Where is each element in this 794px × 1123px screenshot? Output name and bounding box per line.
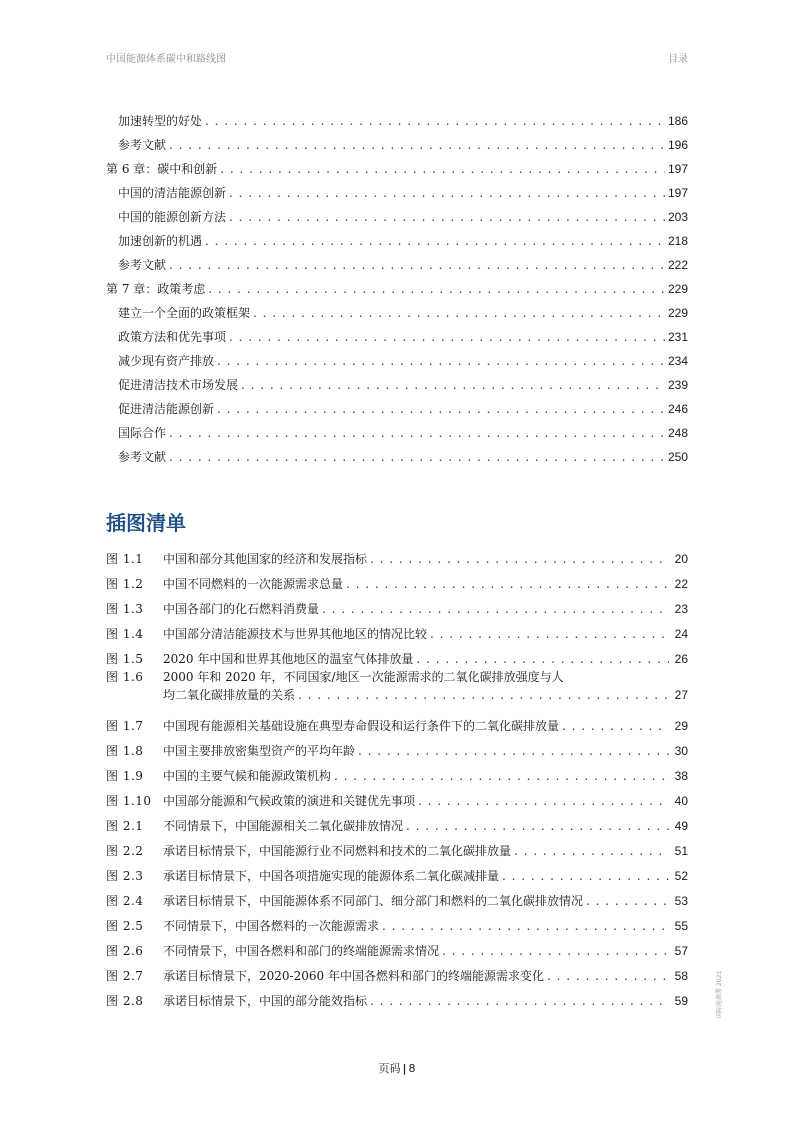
dot-leader — [217, 354, 665, 368]
toc-entry-page: 203 — [667, 210, 688, 224]
toc-entry[interactable] — [106, 104, 688, 128]
section-label: 目录 — [668, 54, 688, 65]
figure-page: 22 — [674, 577, 688, 591]
dot-leader — [562, 719, 669, 733]
figure-number: 图 2.1 — [106, 819, 144, 833]
toc-entry-page: 197 — [667, 186, 688, 200]
figure-page: 40 — [674, 794, 688, 808]
figure-label: 中国和部分其他国家的经济和发展指标 — [163, 552, 368, 566]
figure-label: 中国各部门的化石燃料消费量 — [163, 602, 320, 616]
figure-entry[interactable] — [106, 666, 688, 708]
toc-entry-page: 197 — [667, 162, 688, 176]
dot-leader — [406, 819, 669, 833]
figure-number: 图 1.7 — [106, 719, 144, 733]
publisher-mark: 国际能源署 2021 — [716, 970, 723, 1018]
separator: | — [402, 1062, 407, 1075]
dot-leader — [346, 577, 669, 591]
toc-entry-label: 促进清洁技术市场发展 — [118, 378, 239, 392]
figure-page: 23 — [674, 602, 688, 616]
figure-page: 49 — [674, 819, 688, 833]
toc-entry[interactable] — [106, 344, 688, 368]
figure-page: 26 — [674, 652, 688, 666]
figure-number: 图 2.8 — [106, 994, 144, 1008]
toc-entry-label: 加速转型的好处 — [118, 114, 203, 128]
figure-number: 图 1.2 — [106, 577, 144, 591]
toc-entry-label: 参考文献 — [118, 450, 167, 464]
figure-entry[interactable] — [106, 541, 688, 566]
toc-entry[interactable] — [106, 368, 688, 392]
toc-entry-label: 中国的能源创新方法 — [118, 210, 227, 224]
figure-entry[interactable] — [106, 858, 688, 883]
dot-leader — [169, 138, 665, 152]
toc-entry-page: 222 — [667, 258, 688, 272]
figure-label: 承诺目标情景下，2020-2060 年中国各燃料和部门的终端能源需求变化 — [163, 969, 544, 983]
figure-label: 2000 年和 2020 年，不同国家/地区一次能源需求的二氧化碳排放强度与人 — [163, 670, 564, 684]
dot-leader — [229, 210, 665, 224]
dot-leader — [370, 994, 669, 1008]
dot-leader — [416, 652, 669, 666]
figure-entry[interactable] — [106, 833, 688, 858]
toc-entry-page: 231 — [667, 330, 688, 344]
figure-label: 中国部分能源和气候政策的演进和关键优先事项 — [163, 794, 416, 808]
toc-entry-label: 第 7 章：政策考虑 — [106, 282, 206, 296]
toc-entry-label: 中国的清洁能源创新 — [118, 186, 227, 200]
dot-leader — [169, 450, 665, 464]
figure-entry[interactable] — [106, 883, 688, 908]
toc-entry-label: 第 6 章：碳中和创新 — [106, 162, 218, 176]
dot-leader — [229, 330, 665, 344]
figure-page: 27 — [674, 688, 688, 702]
toc-entry-page: 218 — [667, 234, 688, 248]
dot-leader — [169, 426, 665, 440]
toc-entry-label: 加速创新的机遇 — [118, 234, 203, 248]
figure-page: 58 — [674, 969, 688, 983]
figure-number: 图 2.4 — [106, 894, 144, 908]
toc-chapter-entry[interactable] — [106, 152, 688, 176]
dot-leader — [241, 378, 665, 392]
toc-entry-page: 186 — [667, 114, 688, 128]
toc-entry[interactable] — [106, 296, 688, 320]
dot-leader — [322, 602, 669, 616]
figure-number: 图 1.9 — [106, 769, 144, 783]
toc-entry-page: 229 — [667, 282, 688, 296]
figure-label: 不同情景下，中国各燃料和部门的终端能源需求情况 — [163, 944, 440, 958]
figure-entry[interactable] — [106, 808, 688, 833]
figure-label: 中国不同燃料的一次能源需求总量 — [163, 577, 344, 591]
dot-leader — [169, 258, 665, 272]
figure-page: 52 — [674, 869, 688, 883]
figure-entry[interactable] — [106, 958, 688, 983]
figure-entry[interactable] — [106, 758, 688, 783]
figure-page: 30 — [674, 744, 688, 758]
figure-page: 51 — [674, 844, 688, 858]
figure-number: 图 2.3 — [106, 869, 144, 883]
figure-entry[interactable] — [106, 983, 688, 1008]
toc-entry[interactable] — [106, 176, 688, 200]
toc-entry[interactable] — [106, 128, 688, 152]
toc-entry[interactable] — [106, 416, 688, 440]
figure-label: 不同情景下，中国能源相关二氧化碳排放情况 — [163, 819, 404, 833]
dot-leader — [205, 234, 665, 248]
toc-chapter-entry[interactable] — [106, 272, 688, 296]
figures-list — [106, 541, 688, 1008]
figure-number: 图 1.3 — [106, 602, 144, 616]
report-title: 中国能源体系碳中和路线图 — [106, 54, 226, 65]
dot-leader — [205, 114, 665, 128]
dot-leader — [502, 869, 669, 883]
figure-page: 24 — [674, 627, 688, 641]
figure-page: 38 — [674, 769, 688, 783]
figure-page: 29 — [674, 719, 688, 733]
figure-entry[interactable] — [106, 708, 688, 733]
page-number: 8 — [408, 1062, 416, 1075]
figure-label: 中国的主要气候和能源政策机构 — [163, 769, 332, 783]
figure-number: 图 2.5 — [106, 919, 144, 933]
dot-leader — [217, 402, 665, 416]
figure-page: 59 — [674, 994, 688, 1008]
figure-number: 图 1.4 — [106, 627, 144, 641]
figure-number: 图 1.8 — [106, 744, 144, 758]
figure-label: 承诺目标情景下，中国能源行业不同燃料和技术的二氧化碳排放量 — [163, 844, 512, 858]
figure-number: 图 1.1 — [106, 552, 144, 566]
toc-entry[interactable] — [106, 200, 688, 224]
figure-label-continued: 均二氧化碳排放量的关系 — [163, 688, 296, 702]
figure-label: 承诺目标情景下，中国能源体系不同部门、细分部门和燃料的二氧化碳排放情况 — [163, 894, 584, 908]
toc-entry-label: 参考文献 — [118, 138, 167, 152]
toc-entry-page: 229 — [667, 306, 688, 320]
dot-leader — [418, 794, 669, 808]
figure-label: 2020 年中国和世界其他地区的温室气体排放量 — [163, 652, 414, 666]
toc-entry-page: 248 — [667, 426, 688, 440]
dot-leader — [430, 627, 669, 641]
page-number-label: 页码 — [378, 1062, 401, 1075]
toc-entry-page: 234 — [667, 354, 688, 368]
toc-entry-label: 建立一个全面的政策框架 — [118, 306, 251, 320]
table-of-contents — [106, 104, 688, 464]
dot-leader — [253, 306, 665, 320]
toc-entry-label: 国际合作 — [118, 426, 167, 440]
toc-entry[interactable] — [106, 248, 688, 272]
figure-label: 中国现有能源相关基础设施在典型寿命假设和运行条件下的二氧化碳排放量 — [163, 719, 560, 733]
toc-entry-label: 减少现有资产排放 — [118, 354, 215, 368]
figure-label: 不同情景下，中国各燃料的一次能源需求 — [163, 919, 380, 933]
figure-number: 图 1.5 — [106, 652, 144, 666]
dot-leader — [547, 969, 669, 983]
figure-page: 53 — [674, 894, 688, 908]
toc-entry-label: 参考文献 — [118, 258, 167, 272]
toc-entry-label: 政策方法和优先事项 — [118, 330, 227, 344]
dot-leader — [382, 919, 669, 933]
dot-leader — [334, 769, 669, 783]
figure-entry[interactable] — [106, 641, 688, 666]
figure-entry[interactable] — [106, 783, 688, 808]
figure-number: 图 1.10 — [106, 794, 152, 808]
figure-entry[interactable] — [106, 733, 688, 758]
figure-label: 中国部分清洁能源技术与世界其他地区的情况比较 — [163, 627, 428, 641]
figure-number: 图 2.7 — [106, 969, 144, 983]
figure-label: 中国主要排放密集型资产的平均年龄 — [163, 744, 356, 758]
figure-number: 图 2.6 — [106, 944, 144, 958]
dot-leader — [442, 944, 669, 958]
dot-leader — [220, 162, 665, 176]
toc-entry-page: 250 — [667, 450, 688, 464]
dot-leader — [229, 186, 665, 200]
figures-list-title: 插图清单 — [106, 511, 186, 535]
figure-entry[interactable] — [106, 591, 688, 616]
dot-leader — [586, 894, 669, 908]
toc-entry[interactable] — [106, 440, 688, 464]
figure-page: 20 — [674, 552, 688, 566]
toc-entry-label: 促进清洁能源创新 — [118, 402, 215, 416]
dot-leader — [208, 282, 665, 296]
figure-page: 55 — [674, 919, 688, 933]
figure-entry[interactable] — [106, 566, 688, 591]
figure-entry[interactable] — [106, 616, 688, 641]
figure-entry[interactable] — [106, 908, 688, 933]
toc-entry[interactable] — [106, 224, 688, 248]
page-footer — [0, 1060, 794, 1076]
figure-number: 图 2.2 — [106, 844, 144, 858]
toc-entry[interactable] — [106, 320, 688, 344]
figure-label: 承诺目标情景下，中国各项措施实现的能源体系二氧化碳减排量 — [163, 869, 500, 883]
dot-leader — [358, 744, 669, 758]
toc-entry-page: 246 — [667, 402, 688, 416]
toc-entry-page: 239 — [667, 378, 688, 392]
figure-page: 57 — [674, 944, 688, 958]
figure-entry[interactable] — [106, 933, 688, 958]
figure-number: 图 1.6 — [106, 670, 144, 684]
dot-leader — [514, 844, 669, 858]
toc-entry[interactable] — [106, 392, 688, 416]
dot-leader — [298, 688, 669, 702]
toc-entry-page: 196 — [667, 138, 688, 152]
dot-leader — [370, 552, 669, 566]
figure-label: 承诺目标情景下，中国的部分能效指标 — [163, 994, 368, 1008]
